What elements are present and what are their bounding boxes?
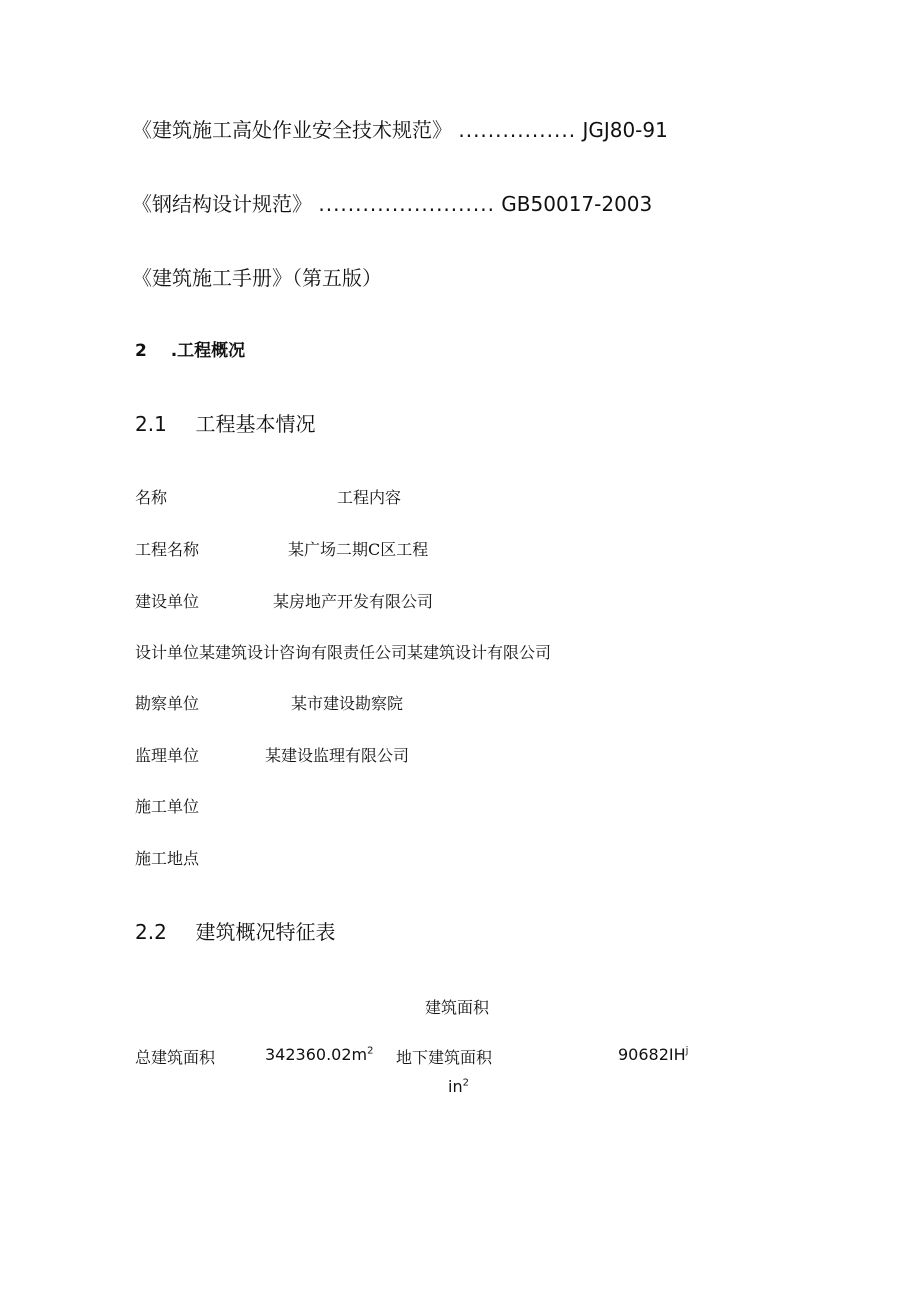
reference-title: 《建筑施工手册》（第五版） (132, 266, 382, 290)
info-row-value: 某建筑设计咨询有限责任公司某建筑设计有限公司 (199, 643, 552, 662)
reference-leader-dots: ........................ (318, 192, 495, 216)
info-table-header-content: 工程内容 (337, 488, 402, 507)
area-unit-line: $in^2$ (448, 1077, 469, 1096)
info-row-label: 施工地点 (135, 849, 200, 868)
section-title: .工程概况 (170, 341, 246, 361)
reference-title: 《钢结构设计规范》 (132, 192, 312, 216)
reference-code: GB50017-2003 (501, 192, 653, 216)
reference-leader-dots: ................ (458, 118, 577, 142)
section-title: 建筑概况特征表 (195, 920, 336, 944)
info-table-header-name: 名称 (135, 488, 168, 507)
reference-line-3 (132, 262, 382, 291)
info-row-design-unit (135, 640, 551, 663)
total-area-label: 总建筑面积 (135, 1048, 216, 1067)
info-row-value: 某房地产开发有限公司 (273, 592, 434, 611)
reference-title: 《建筑施工高处作业安全技术规范》 (132, 118, 452, 142)
section-title: 工程基本情况 (195, 412, 316, 436)
section-2-2-heading (135, 916, 336, 945)
reference-line-1 (132, 114, 668, 143)
info-row-label: 建设单位 (135, 592, 200, 611)
info-row-value: 某广场二期C区工程 (288, 540, 429, 559)
section-number: 2 (135, 341, 147, 361)
total-area-value: $342360.02m^2$ (265, 1045, 374, 1064)
info-row-label: 监理单位 (135, 746, 200, 765)
info-row-label: 工程名称 (135, 540, 200, 559)
section-number: 2.1 (135, 412, 167, 436)
info-row-label: 施工单位 (135, 797, 200, 816)
info-row-label: 勘察单位 (135, 694, 200, 713)
section-2-heading (135, 336, 245, 361)
section-2-1-heading (135, 408, 316, 437)
section-number: 2.2 (135, 920, 167, 944)
reference-code: JGJ80-91 (582, 118, 668, 142)
underground-area-value: $90682IH^j$ (618, 1045, 689, 1064)
info-row-value: 某建设监理有限公司 (265, 746, 410, 765)
reference-line-2 (132, 188, 652, 217)
area-group-header: 建筑面积 (425, 998, 490, 1017)
info-row-value: 某市建设勘察院 (291, 694, 404, 713)
info-row-label: 设计单位 (135, 643, 200, 662)
underground-area-label: 地下建筑面积 (396, 1048, 493, 1067)
